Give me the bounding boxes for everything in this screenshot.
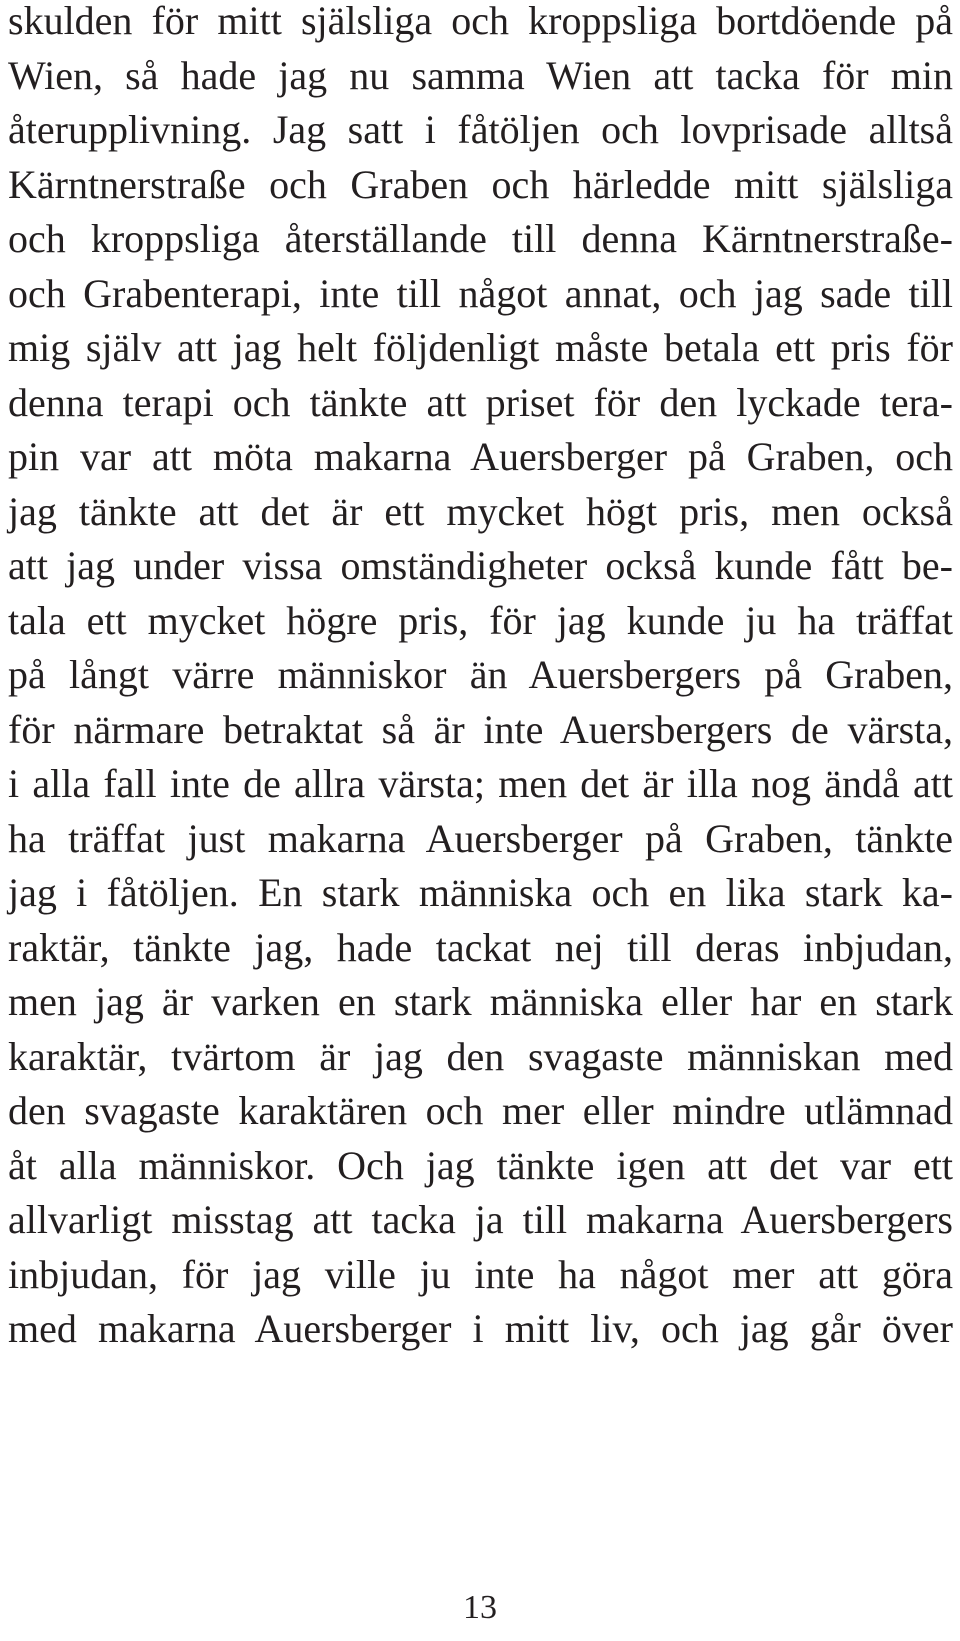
- text-line: pin var att möta makarna Auersberger på Graben, och: [8, 434, 953, 479]
- text-line: denna terapi och tänkte att priset för den lyckade tera-: [8, 379, 953, 425]
- text-line: för närmare betraktat så är inte Auersbergers de värsta,: [8, 706, 953, 752]
- text-line: skulden för mitt själsliga och kroppsliga bortdöende på: [8, 0, 953, 43]
- text-line: jag i fåtöljen. En stark människa och en lika stark ka-: [8, 870, 953, 915]
- text-line: återupplivning. Jag satt i fåtöljen och lovprisade alltså: [8, 107, 953, 152]
- text-line: tala ett mycket högre pris, för jag kunde ju ha träffat: [8, 597, 953, 643]
- text-line: i alla fall inte de allra värsta; men det är illa nog ändå att: [8, 761, 953, 806]
- text-line: med makarna Auersberger i mitt liv, och jag går över: [8, 1306, 953, 1351]
- text-line: och kroppsliga återställande till denna Kärntnerstraße-: [8, 216, 953, 261]
- text-line: Wien, så hade jag nu samma Wien att tacka för min: [8, 52, 953, 98]
- text-line: raktär, tänkte jag, hade tackat nej till deras inbjudan,: [8, 924, 953, 970]
- text-line: jag tänkte att det är ett mycket högt pris, men också: [8, 488, 953, 534]
- text-line: men jag är varken en stark människa eller har en stark: [8, 979, 953, 1024]
- page-number: 13: [463, 1589, 497, 1626]
- text-line: karaktär, tvärtom är jag den svagaste människan med: [8, 1033, 953, 1079]
- text-line: att jag under vissa omständigheter också kunde fått be-: [8, 543, 953, 588]
- text-line: och Grabenterapi, inte till något annat, och jag sade till: [8, 270, 953, 316]
- text-line: mig själv att jag helt följdenligt måste betala ett pris för: [8, 325, 953, 370]
- text-line: ha träffat just makarna Auersberger på Graben, tänkte: [8, 815, 953, 861]
- text-line: allvarligt misstag att tacka ja till makarna Auersbergers: [8, 1197, 953, 1242]
- text-line: den svagaste karaktären och mer eller mindre utlämnad: [8, 1088, 953, 1133]
- text-line: åt alla människor. Och jag tänkte igen att det var ett: [8, 1142, 953, 1188]
- text-line: Kärntnerstraße och Graben och härledde mitt själsliga: [8, 161, 953, 207]
- body-text: [8, 0, 953, 1357]
- text-line: inbjudan, för jag ville ju inte ha något mer att göra: [8, 1251, 953, 1297]
- text-line: på långt värre människor än Auersbergers på Graben,: [8, 652, 953, 697]
